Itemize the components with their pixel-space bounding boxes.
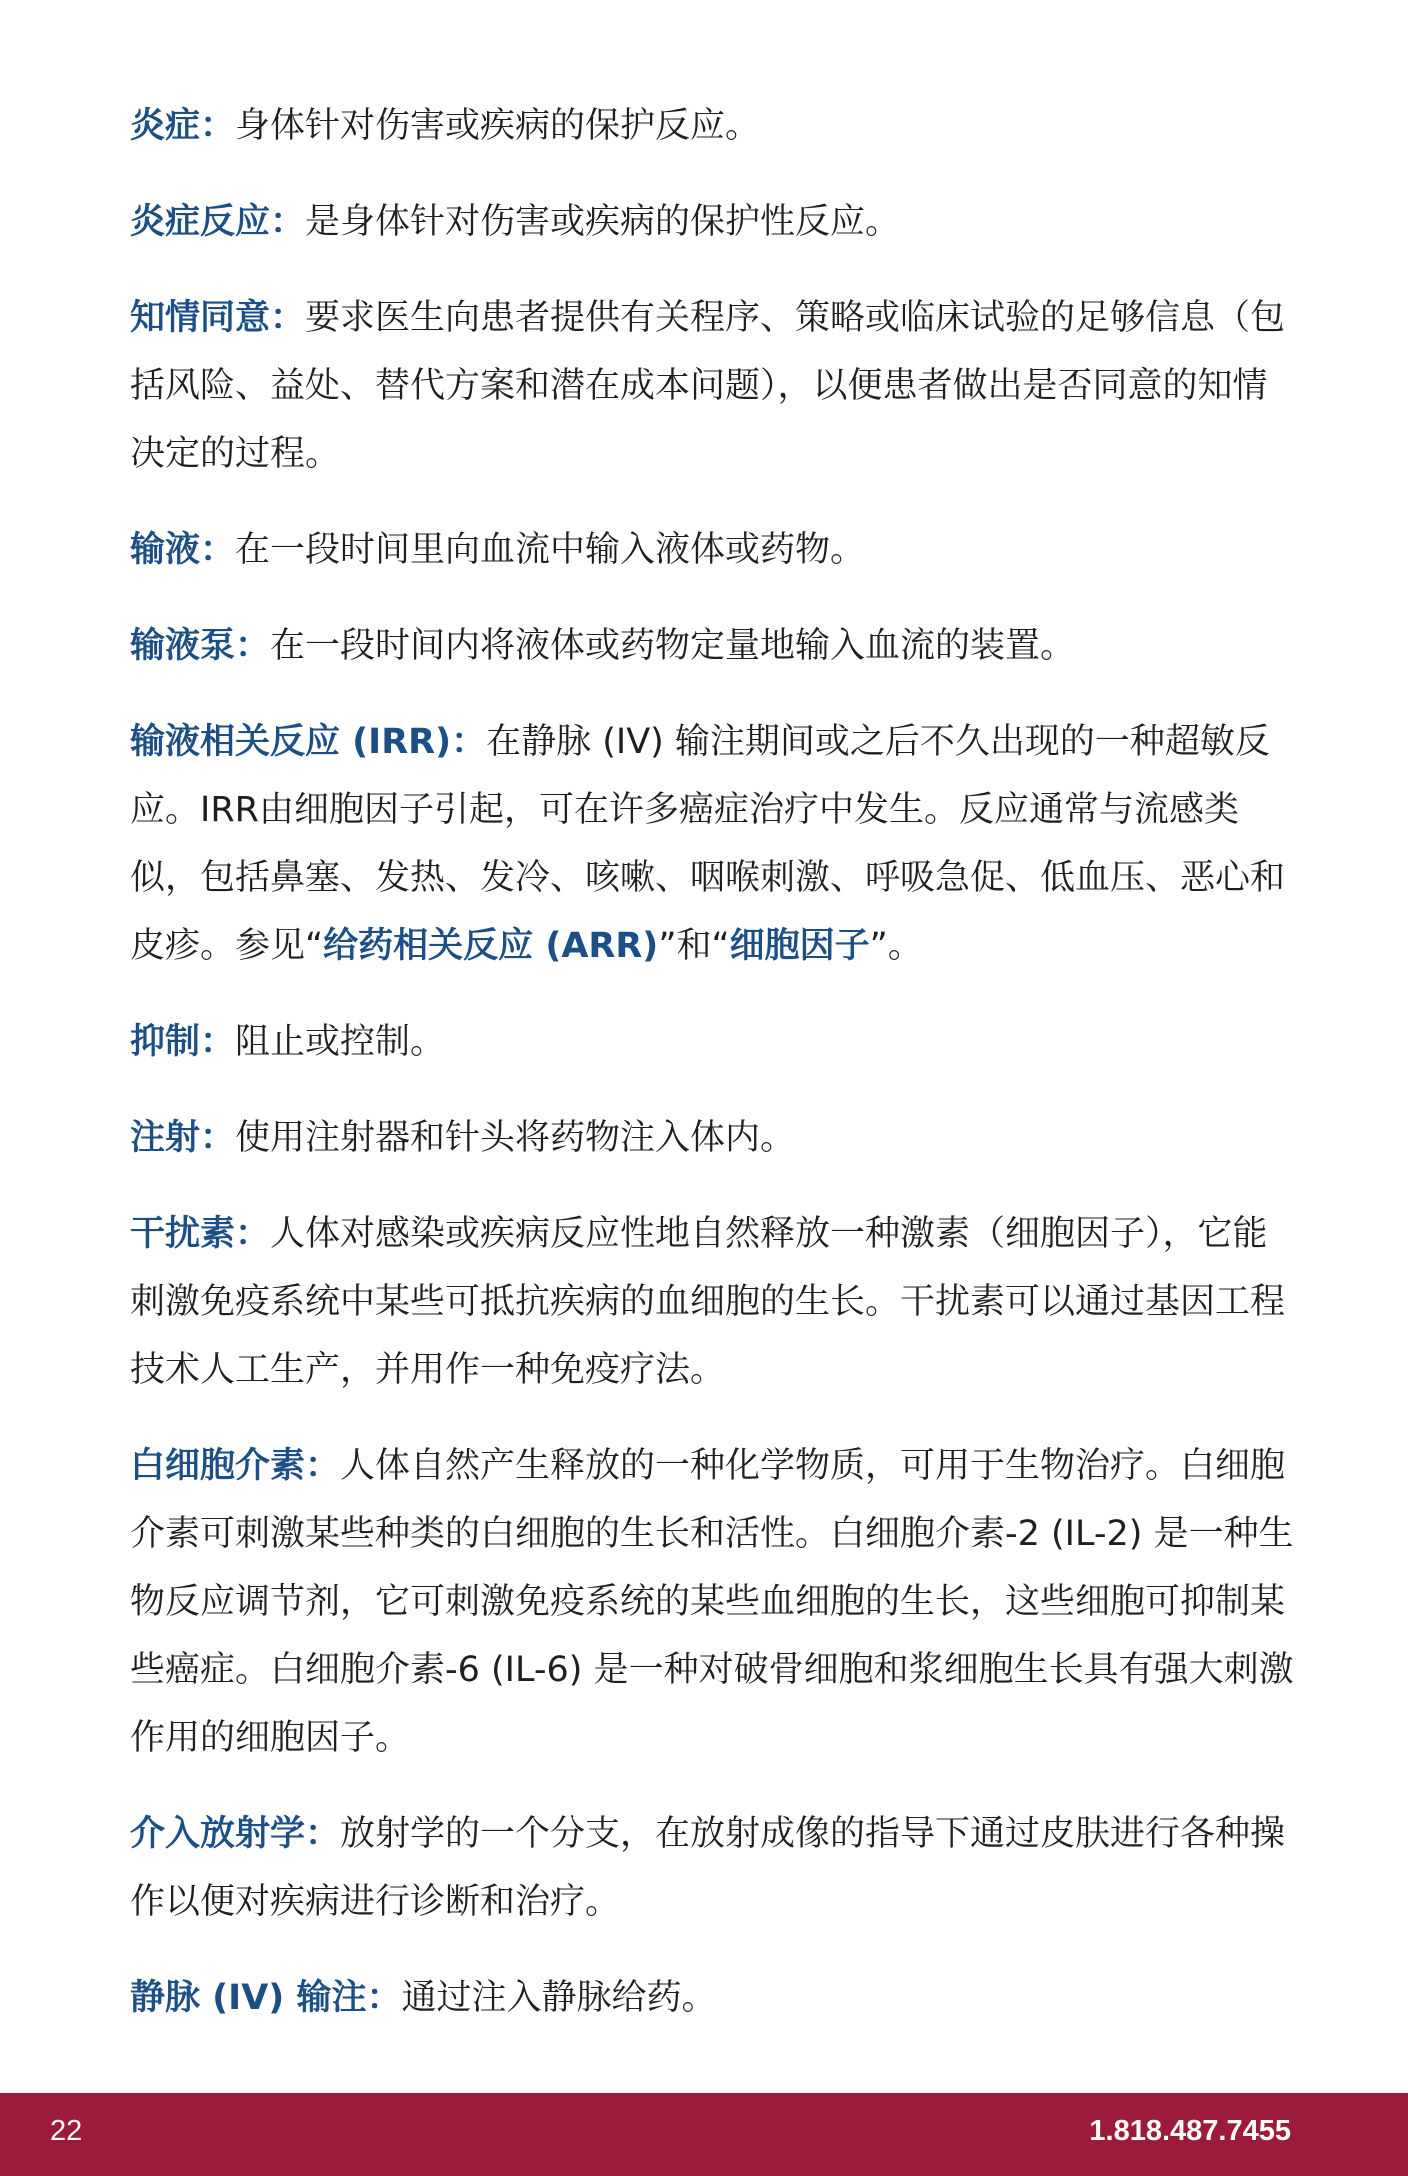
glossary-definition: 在一段时间里向血流中输入液体或药物。: [235, 530, 866, 570]
glossary-definition: 放射学的一个分支，在放射成像的指导下通过皮肤进行各种操作以便对疾病进行诊断和治疗。: [130, 1814, 1286, 1922]
glossary-entry-infusion: [130, 516, 1298, 584]
glossary-definition: 人体对感染或疾病反应性地自然释放一种激素（细胞因子），它能刺激免疫系统中某些可抵抗疾病的血细胞的生长。干扰素可以通过基因工程技术人工生产，并用作一种免疫疗法。: [130, 1214, 1286, 1390]
glossary-term: 干扰素：: [130, 1214, 271, 1254]
glossary-term: 炎症反应：: [130, 202, 306, 242]
glossary-definition: 阻止或控制。: [235, 1022, 446, 1062]
phone-number: 1.818.487.7455: [1089, 2115, 1291, 2147]
cross-reference-link-cytokine[interactable]: 细胞因子: [729, 926, 870, 966]
glossary-definition: 在一段时间内将液体或药物定量地输入血流的装置。: [270, 626, 1076, 666]
glossary-definition: 通过注入静脉给药。: [401, 1978, 717, 2018]
page-footer: [0, 2093, 1408, 2176]
glossary-term: 炎症：: [130, 106, 236, 146]
glossary-entry-iv-infusion: [130, 1964, 1298, 2032]
glossary-entry-infusion-pump: [130, 612, 1298, 680]
glossary-definition: 要求医生向患者提供有关程序、策略或临床试验的足够信息（包括风险、益处、替代方案和潜在成本问题），以便患者做出是否同意的知情决定的过程。: [130, 298, 1286, 474]
glossary-term: 输液相关反应 (IRR)：: [130, 722, 487, 762]
glossary-term: 输液：: [130, 530, 236, 570]
glossary: [130, 92, 1298, 2060]
glossary-entry-inflammatory-response: [130, 188, 1298, 256]
glossary-term: 注射：: [130, 1118, 236, 1158]
glossary-definition: 身体针对伤害或疾病的保护反应。: [235, 106, 761, 146]
glossary-entry-irr: [130, 708, 1298, 980]
glossary-definition-connector: ”和“: [658, 926, 730, 966]
glossary-term: 输液泵：: [130, 626, 271, 666]
glossary-term: 抑制：: [130, 1022, 236, 1062]
glossary-entry-injection: [130, 1104, 1298, 1172]
glossary-entry-interferon: [130, 1200, 1298, 1404]
glossary-term: 介入放射学：: [130, 1814, 341, 1854]
glossary-entry-interventional-radiology: [130, 1800, 1298, 1936]
glossary-definition: 使用注射器和针头将药物注入体内。: [235, 1118, 796, 1158]
glossary-definition-end: ”。: [869, 926, 923, 966]
glossary-definition: 在静脉 (IV) 输注期间或之后不久出现的一种超敏反应。IRR由细胞因子引起，可在许多癌症治疗中发生。反应通常与流感类似，包括鼻塞、发热、发冷、咳嗽、咽喉刺激、呼吸急促、低血压、恶心和皮疹。参见“: [130, 722, 1286, 966]
glossary-entry-inhibit: [130, 1008, 1298, 1076]
glossary-entry-interleukin: [130, 1432, 1298, 1772]
cross-reference-link-arr[interactable]: 给药相关反应 (ARR): [323, 926, 659, 966]
glossary-definition: 是身体针对伤害或疾病的保护性反应。: [305, 202, 901, 242]
page-number: 22: [50, 2115, 83, 2147]
glossary-term: 静脉 (IV) 输注：: [130, 1978, 402, 2018]
glossary-entry-inflammation: [130, 92, 1298, 160]
glossary-term: 白细胞介素：: [130, 1446, 341, 1486]
glossary-term: 知情同意：: [130, 298, 306, 338]
glossary-definition: 人体自然产生释放的一种化学物质，可用于生物治疗。白细胞介素可刺激某些种类的白细胞的生长和活性。白细胞介素-2 (IL-2) 是一种生物反应调节剂，它可刺激免疫系统的某些血细胞的生长，这些细胞可抑制某些癌症。白细胞介素-6 (IL-6) 是一种对破骨细胞和浆细胞生长具有强大刺激作用的细胞因子。: [130, 1446, 1294, 1758]
glossary-entry-informed-consent: [130, 284, 1298, 488]
